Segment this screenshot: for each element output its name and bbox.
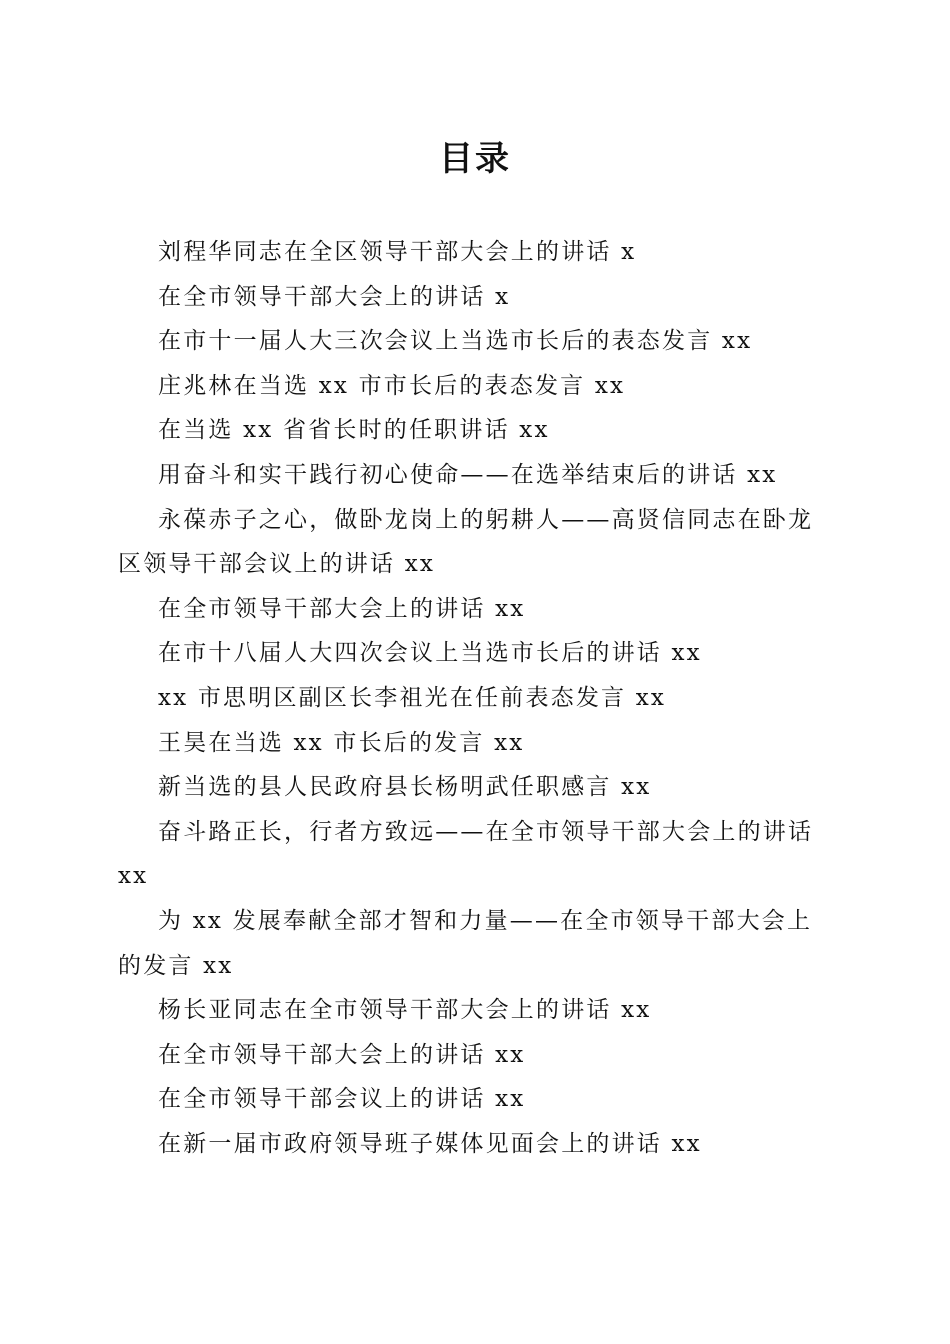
table-of-contents: [118, 230, 828, 1166]
toc-entry: 王昊在当选 xx 市长后的发言 xx: [158, 729, 525, 756]
toc-entry: 在市十八届人大四次会议上当选市长后的讲话 xx: [158, 640, 702, 667]
toc-entry: 在全市领导干部大会上的讲话 xx: [158, 1041, 526, 1068]
toc-entry: xx 市思明区副区长李祖光在任前表态发言 xx: [158, 684, 667, 711]
toc-entry: 在全市领导干部大会上的讲话 xx: [158, 595, 526, 622]
toc-entry: 用奋斗和实干践行初心使命——在选举结束后的讲话 xx: [158, 461, 778, 488]
toc-entry: 庄兆林在当选 xx 市市长后的表态发言 xx: [158, 372, 626, 399]
toc-entry: 在市十一届人大三次会议上当选市长后的表态发言 xx: [158, 328, 753, 355]
toc-entry: 在当选 xx 省省长时的任职讲话 xx: [158, 417, 550, 444]
toc-entry: 奋斗路正长，行者方致远——在全市领导干部大会上的讲话 xx: [118, 818, 814, 890]
toc-entry: 在全市领导干部会议上的讲话 xx: [158, 1086, 526, 1113]
page-title: 目录: [439, 139, 511, 179]
toc-entry: 在全市领导干部大会上的讲话 x: [158, 283, 511, 310]
toc-entry: 永葆赤子之心，做卧龙岗上的躬耕人——高贤信同志在卧龙区领导干部会议上的讲话 xx: [118, 506, 814, 578]
toc-entry: 新当选的县人民政府县长杨明武任职感言 xx: [158, 774, 652, 801]
toc-entry: 杨长亚同志在全市领导干部大会上的讲话 xx: [158, 997, 652, 1024]
toc-entry: 在新一届市政府领导班子媒体见面会上的讲话 xx: [158, 1130, 702, 1157]
toc-entry: 刘程华同志在全区领导干部大会上的讲话 x: [158, 239, 637, 265]
toc-entry: 为 xx 发展奉献全部才智和力量——在全市领导干部大会上的发言 xx: [118, 907, 813, 979]
